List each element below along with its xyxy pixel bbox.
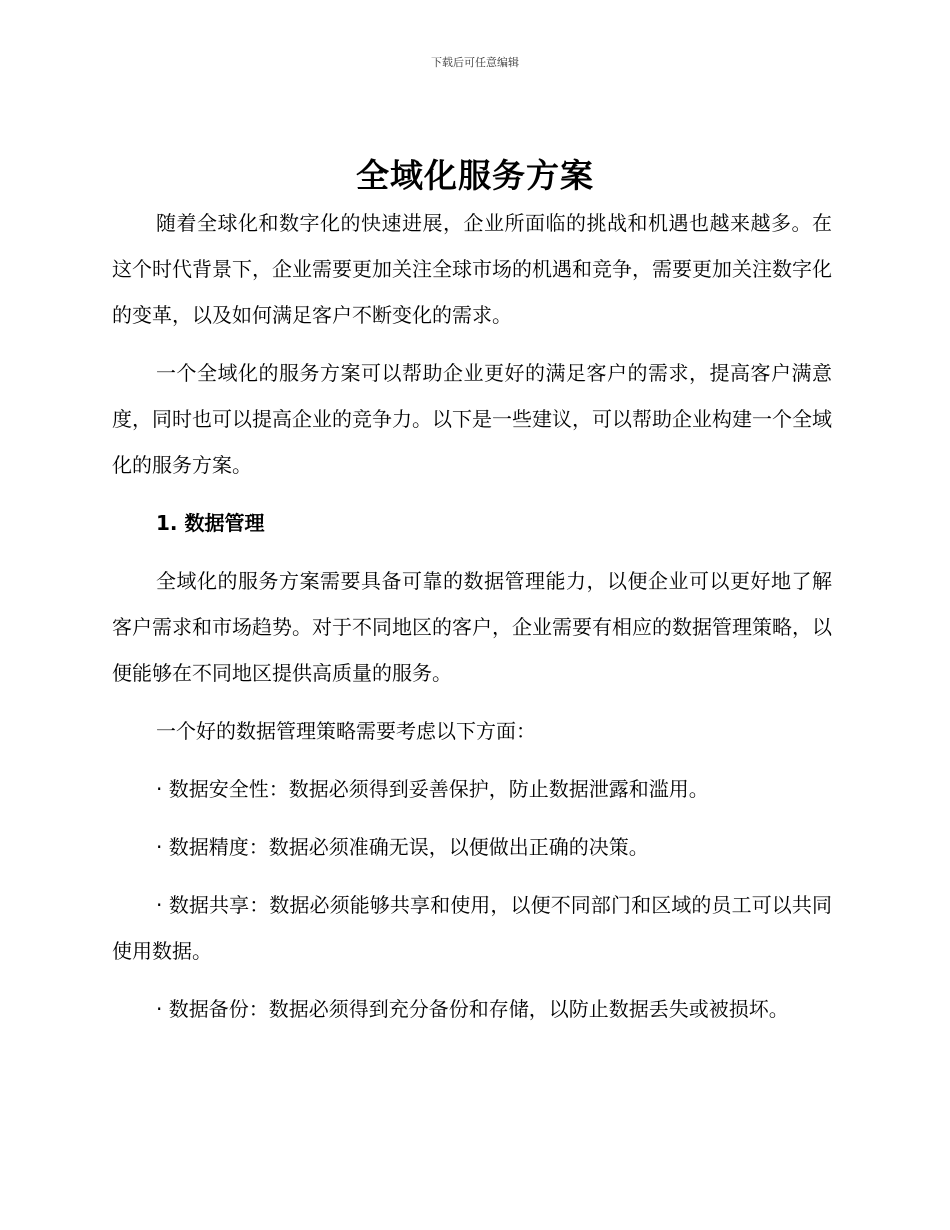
header-note: 下载后可任意编辑	[431, 56, 519, 69]
bullet-item: · 数据共享：数据必须能够共享和使用，以便不同部门和区域的员工可以共同使用数据。	[112, 893, 832, 963]
document-body	[112, 200, 832, 1044]
document-title: 全域化服务方案	[356, 156, 594, 195]
bullet-item: · 数据备份：数据必须得到充分备份和存储，以防止数据丢失或被损坏。	[156, 997, 789, 1021]
intro-paragraph: 一个全域化的服务方案可以帮助企业更好的满足客户的需求，提高客户满意度，同时也可以提高企业的竞争力。以下是一些建议，可以帮助企业构建一个全域化的服务方案。	[112, 361, 832, 477]
section-paragraph: 一个好的数据管理策略需要考虑以下方面：	[156, 719, 536, 743]
intro-paragraph: 随着全球化和数字化的快速进展，企业所面临的挑战和机遇也越来越多。在这个时代背景下，企业需要更加关注全球市场的机遇和竞争，需要更加关注数字化的变革，以及如何满足客户不断变化的需求。	[112, 211, 832, 327]
section-paragraph: 全域化的服务方案需要具备可靠的数据管理能力，以便企业可以更好地了解客户需求和市场趋势。对于不同地区的客户，企业需要有相应的数据管理策略，以便能够在不同地区提供高质量的服务。	[112, 569, 832, 685]
section-heading: 1. 数据管理	[156, 511, 265, 535]
bullet-item: · 数据精度：数据必须准确无误，以便做出正确的决策。	[156, 835, 649, 859]
bullet-item: · 数据安全性：数据必须得到妥善保护，防止数据泄露和滥用。	[156, 777, 709, 801]
